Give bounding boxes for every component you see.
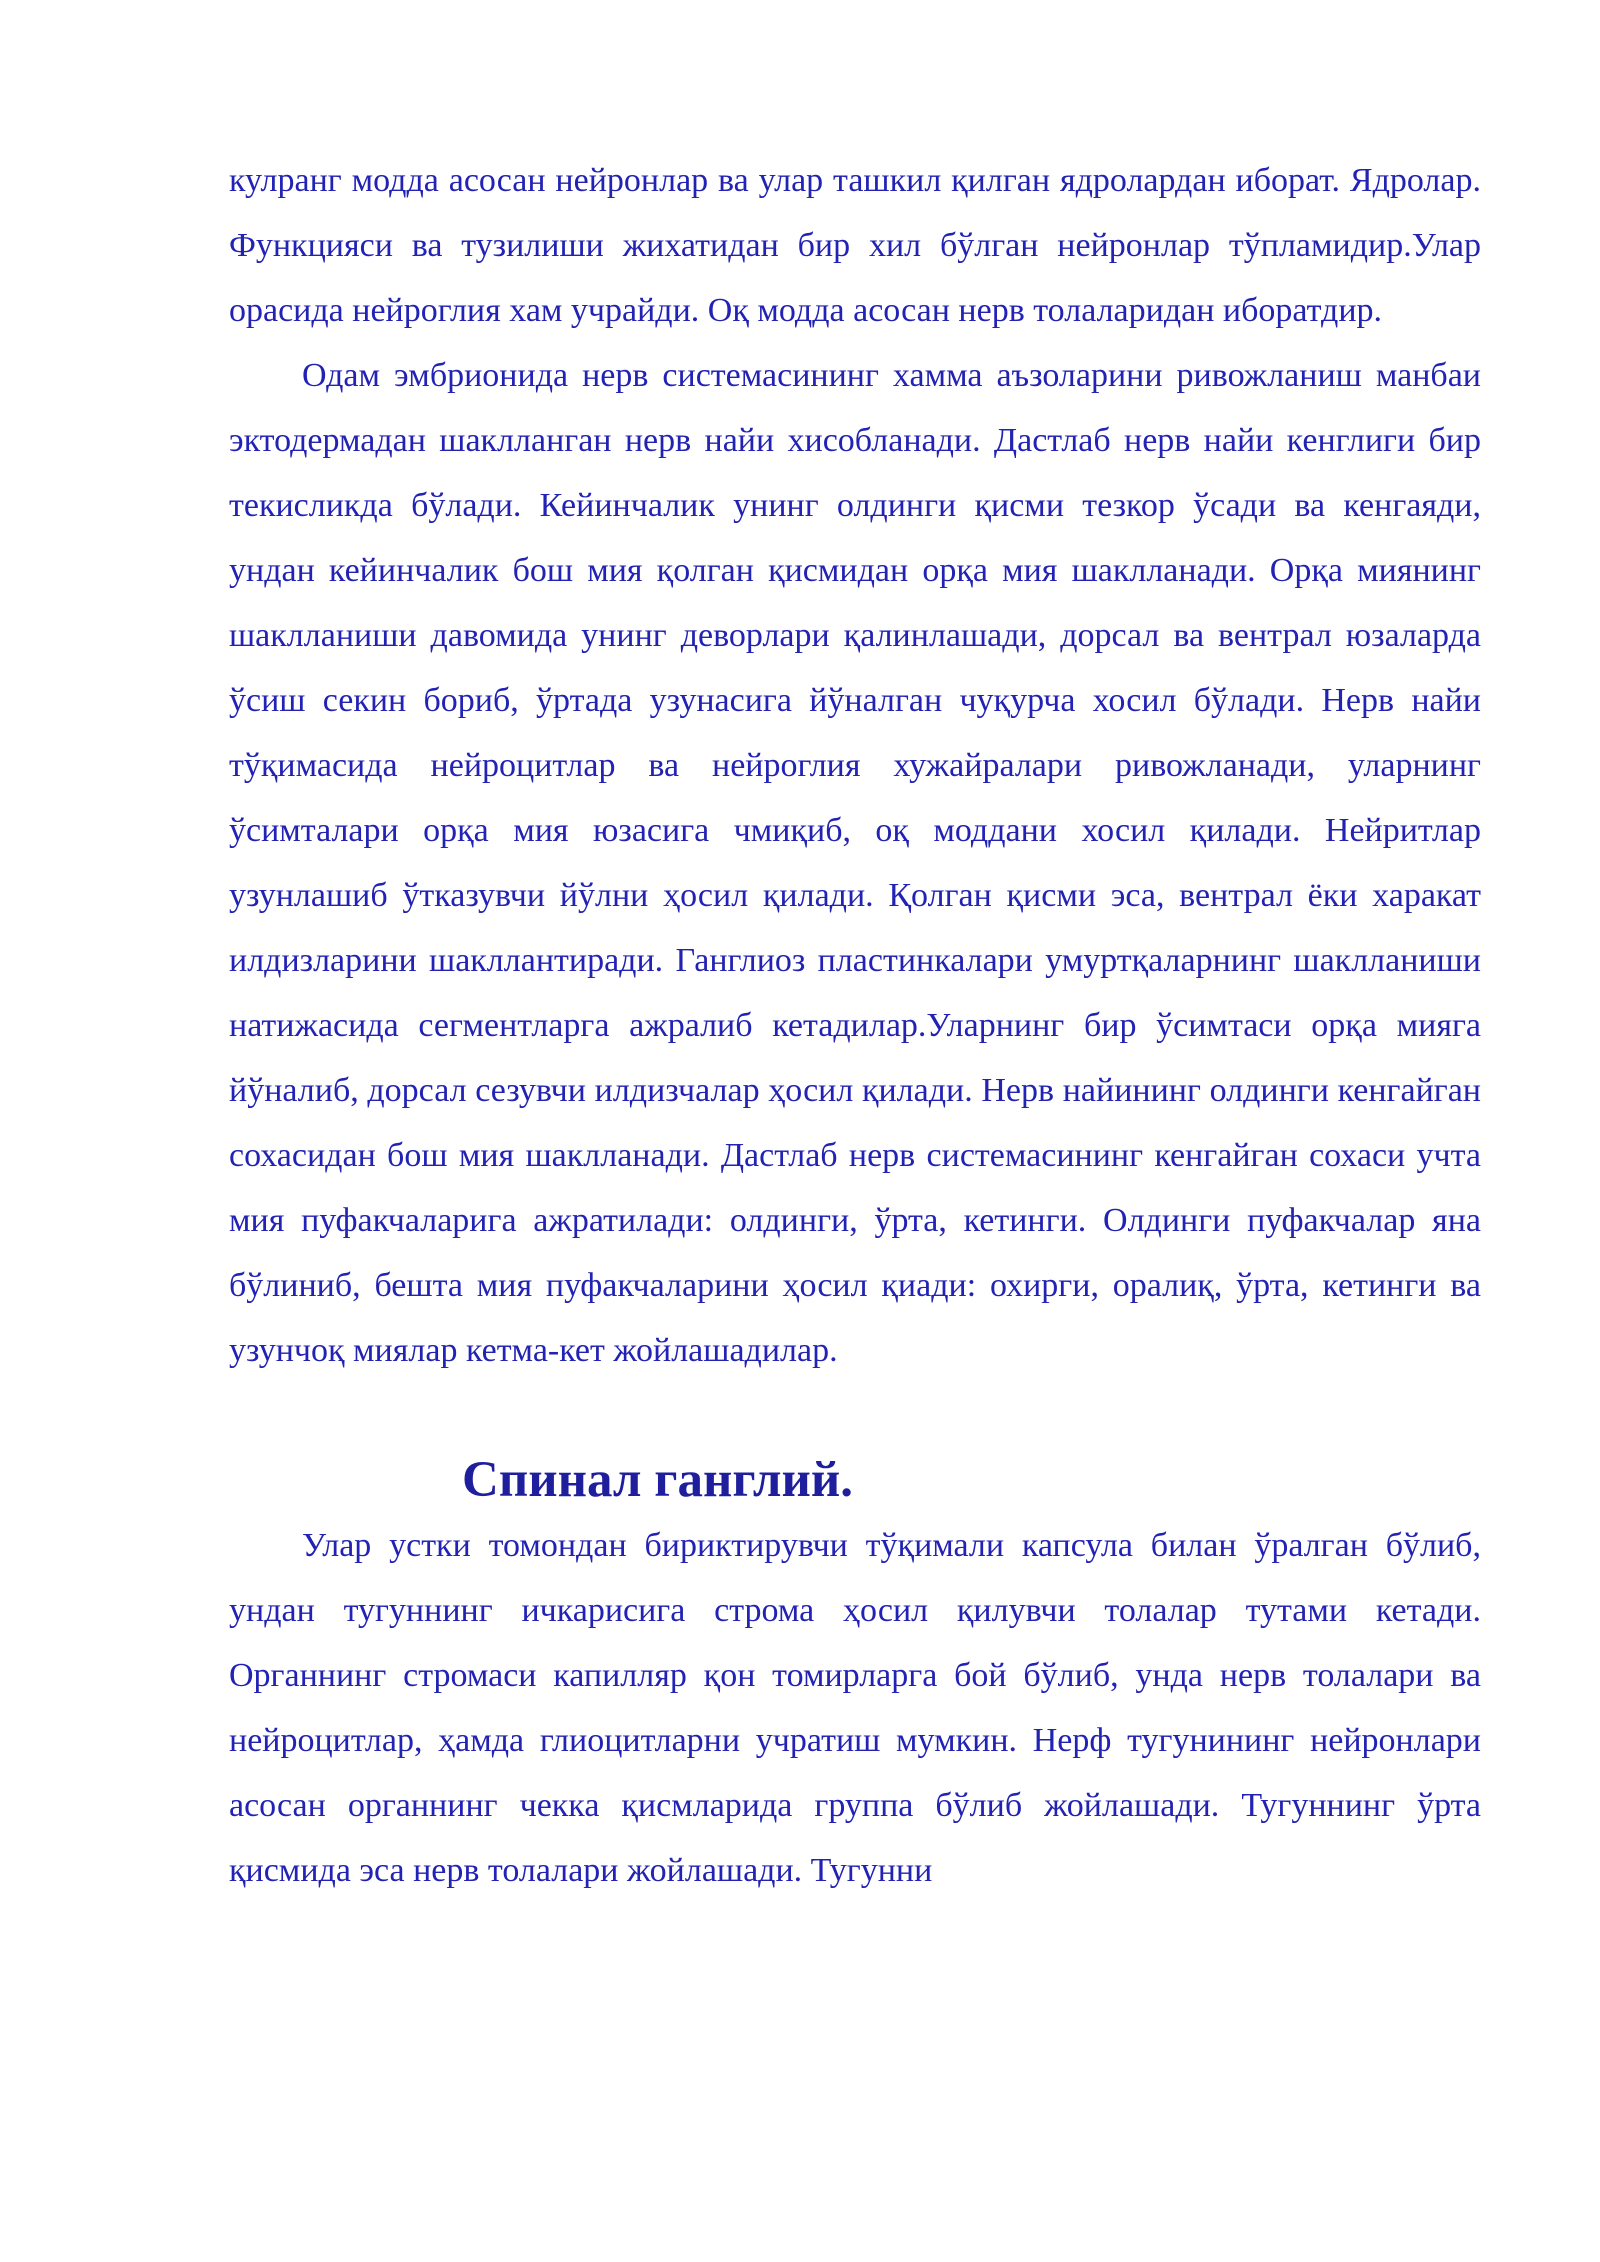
paragraph-embryo-development: Одам эмбрионида нерв системасининг хамма аъзоларини ривожланиш манбаи эктодермадан шаклланган нерв найи хисобланади. Дастлаб нерв найи кенглиги бир текисликда бўлади. Кейинчалик унинг олдинги қисми тезкор ўсади ва кенгаяди, ундан кейинчалик бош мия қолган қисмидан орқа мия шаклланади. Орқа миянинг шаклланиши давомида унинг деворлари қалинлашади, дорсал ва вентрал юзаларда ўсиш секин бориб, ўртада узунасига йўналган чуқурча хосил бўлади. Нерв найи тўқимасида нейроцитлар ва нейроглия хужайралари ривожланади, уларнинг ўсимталари орқа мия юзасига чмиқиб, оқ моддани хосил қилади. Нейритлар узунлашиб ўтказувчи йўлни ҳосил қилади. Қолган қисми эса, вентрал ёки харакат илдизларини шакллантиради. Ганглиоз пластинкалари умуртқаларнинг шаклланиши натижасида сегментларга ажралиб кетадилар.Уларнинг бир ўсимтаси орқа мияга йўналиб, дорсал сезувчи илдизчалар ҳосил қилади. Нерв найининг олдинги кенгайган сохасидан бош мия шаклланади. Дастлаб нерв системасининг кенгайган сохаси учта мия пуфакчаларига ажратилади: олдинги, ўрта, кетинги. Олдинги пуфакчалар яна бўлиниб, бешта мия пуфакчаларини ҳосил қиади: охирги, оралиқ, ўрта, кетинги ва узунчоқ миялар кетма-кет жойлашадилар. — [229, 357, 1481, 1369]
document-page — [229, 148, 1481, 1903]
section-heading-spinal-ganglion: Спинал ганглий. — [462, 1452, 854, 1508]
paragraph-grey-matter: кулранг модда асосан нейронлар ва улар ташкил қилган ядролардан иборат. Ядролар. Функцияси ва тузилиши жихатидан бир хил бўлган нейронлар тўпламидир.Улар орасида нейроглия хам учрайди. Оқ модда асосан нерв толаларидан иборатдир. — [229, 162, 1481, 329]
paragraph-spinal-ganglion: Улар устки томондан бириктирувчи тўқимали капсула билан ўралган бўлиб, ундан тугуннинг ичкарисига строма ҳосил қилувчи толалар тутами кетади. Органнинг стромаси капилляр қон томирларга бой бўлиб, унда нерв толалари ва нейроцитлар, ҳамда глиоцитларни учратиш мумкин. Нерф тугунининг нейронлари асосан органнинг чекка қисмларида группа бўлиб жойлашади. Тугуннинг ўрта қисмида эса нерв толалари жойлашади. Тугунни — [229, 1527, 1481, 1889]
